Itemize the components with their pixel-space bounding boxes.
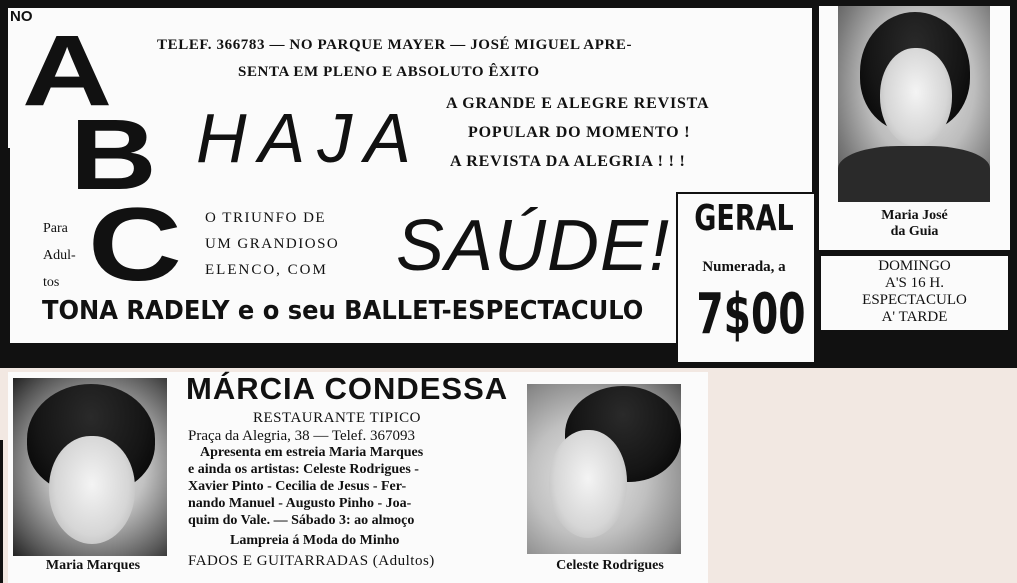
photo-maria-marques (13, 378, 167, 556)
triunfo-line-3: ELENCO, COM (205, 262, 328, 278)
body-line-4: nando Manuel - Augusto Pinho - Joa- (188, 496, 412, 511)
triunfo-line-2: UM GRANDIOSO (205, 236, 340, 252)
no-label: NO (10, 8, 33, 25)
restaurante-subtitle: RESTAURANTE TIPICO (253, 410, 421, 426)
price-geral: GERAL (694, 198, 794, 239)
tona-radely-line: TONA RADELY e o seu BALLET-ESPECTACULO (42, 296, 644, 326)
marcia-condessa-title: MÁRCIA CONDESSA (186, 371, 509, 406)
caption-maria-jose-1: Maria José (881, 208, 948, 223)
fados-line: FADOS E GUITARRADAS (Adultos) (188, 553, 435, 569)
body-line-1: Apresenta em estreia Maria Marques (200, 445, 424, 460)
domingo-line-3: ESPECTACULO (862, 292, 967, 308)
tagline-3: A REVISTA DA ALEGRIA ! ! ! (450, 153, 686, 170)
para-adultos-3: tos (43, 275, 60, 290)
domingo-line-1: DOMINGO (878, 258, 951, 274)
body-line-3: Xavier Pinto - Cecilia de Jesus - Fer- (188, 479, 407, 494)
domingo-line-2: A'S 16 H. (885, 275, 944, 291)
caption-maria-marques: Maria Marques (45, 558, 141, 573)
photo-celeste-rodrigues (527, 384, 681, 554)
abc-letter-b: B (70, 99, 157, 211)
domingo-line-4: A' TARDE (881, 309, 948, 325)
tagline-2: POPULAR DO MOMENTO ! (468, 124, 691, 141)
price-numerada: Numerada, a (702, 259, 786, 275)
triunfo-line-1: O TRIUNFO DE (205, 210, 327, 226)
left-black-strip (0, 148, 10, 348)
abc-letter-c: C (88, 187, 182, 303)
header-line-2: SENTA EM PLENO E ABSOLUTO ÊXITO (238, 64, 540, 80)
caption-celeste-rodrigues: Celeste Rodrigues (556, 558, 664, 573)
caption-maria-jose-2: da Guia (890, 224, 939, 239)
title-saude: SAÚDE! (396, 206, 671, 286)
restaurante-address: Praça da Alegria, 38 — Telef. 367093 (188, 428, 415, 444)
para-adultos-2: Adul- (43, 248, 76, 263)
bottom-left-rule (0, 440, 3, 583)
lampreia-line: Lampreia á Moda do Minho (230, 533, 400, 548)
para-adultos-1: Para (43, 221, 68, 236)
body-line-2: e ainda os artistas: Celeste Rodrigues - (188, 462, 419, 477)
price-value: 7$00 (696, 282, 806, 347)
abc-letter-a: A (22, 15, 110, 127)
body-line-5: quim do Vale. — Sábado 3: ao almoço (188, 513, 415, 528)
header-line-1: TELEF. 366783 — NO PARQUE MAYER — JOSÉ MIGUEL APRE- (157, 37, 633, 53)
tagline-1: A GRANDE E ALEGRE REVISTA (446, 95, 710, 112)
title-haja: HAJA (196, 99, 423, 177)
photo-maria-jose (838, 6, 990, 202)
